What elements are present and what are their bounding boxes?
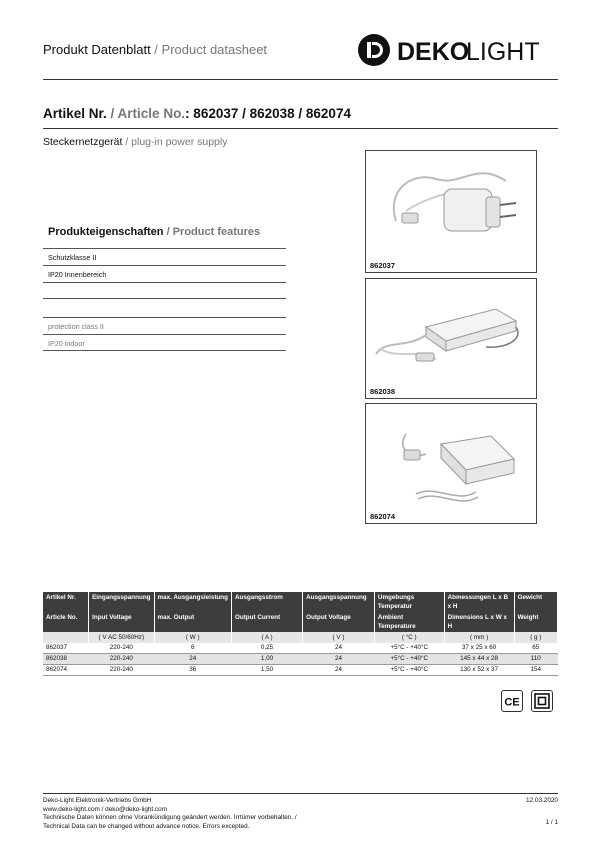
table-header-cell: Output Voltage [303,612,375,632]
table-cell: 1,00 [231,654,302,665]
product-image-862037 [365,150,537,273]
table-header-cell: Umgebungs Temperatur [374,592,444,612]
table-header-cell: Eingangsspannung [89,592,154,612]
table-header-cell: Abmessungen L x B x H [444,592,514,612]
unit-cell: ( mm ) [444,632,514,643]
table-header-cell: Ausgangsspannung [303,592,375,612]
table-header-cell: Dimensions L x W x H [444,612,514,632]
image-caption: 862037 [370,261,396,270]
table-header-cell: Ausgangsstrom [231,592,302,612]
table-cell: +5°C - +40°C [374,654,444,665]
table-header-cell: Output Current [231,612,302,632]
table-row [43,643,558,654]
unit-cell: ( g ) [514,632,557,643]
table-row [43,654,558,665]
logo-text-light: LIGHT [466,38,540,66]
table-cell: 1,50 [231,665,302,676]
footer-note-en: Technical Data can be changed without advance notice. Errors excepted. [43,822,250,830]
features-list-de [43,248,286,299]
unit-cell: ( °C ) [374,632,444,643]
footer-note-de: Technische Daten können ohne Vorankündigung geändert werden. Irrtümer vorbehalten. / [43,814,297,822]
table-cell: +5°C - +40°C [374,643,444,654]
deko-light-logo [357,33,562,67]
table-cell: 130 x 52 x 37 [444,665,514,676]
table-cell: 0,25 [231,643,302,654]
product-subtitle: Steckernetzgerät / plug-in power supply [43,136,228,148]
specification-table [43,592,558,676]
table-header-cell: Input Voltage [89,612,154,632]
product-image-862074 [365,403,537,524]
table-cell: 220-240 [89,665,154,676]
table-header-cell: Weight [514,612,557,632]
table-header-cell: Gewicht [514,592,557,612]
unit-cell: ( V AC 50/60Hz) [89,632,154,643]
table-header-cell: Artikel Nr. [43,592,89,612]
logo-text-bold: DEKO [397,38,470,66]
table-cell: 36 [154,665,231,676]
table-cell: 24 [303,654,375,665]
unit-cell: ( V ) [303,632,375,643]
table-cell: +5°C - +40°C [374,665,444,676]
table-cell: 154 [514,665,557,676]
table-cell: 220-240 [89,654,154,665]
unit-cell: ( A ) [231,632,302,643]
footer-divider [43,793,558,794]
power-supply-photo [366,279,538,400]
table-header-cell: Ambient Temperature [374,612,444,632]
unit-cell: ( W ) [154,632,231,643]
table-cell: 65 [514,643,557,654]
ce-mark-icon [501,690,523,712]
feature-row [43,282,286,299]
table-cell: 862037 [43,643,89,654]
plug-in-adapter-photo [366,151,538,274]
document-title: Produkt Datenblatt / Product datasheet [43,42,268,57]
table-cell: 24 [303,643,375,654]
table-cell: 37 x 25 x 60 [444,643,514,654]
table-header-de [43,592,558,612]
feature-row: protection class II [43,317,286,334]
footer-company: Deko-Light Elektronik-Vertriebs GmbH [43,797,152,804]
features-list-en [43,317,286,351]
article-number-heading: Artikel Nr. / Article No.: 862037 / 862038 / 862074 [43,106,351,121]
table-cell: 862074 [43,665,89,676]
table-cell: 862038 [43,654,89,665]
image-caption: 862074 [370,512,396,521]
table-units-row [43,632,558,643]
footer-contact: www.deko-light.com / deko@deko-light.com [43,805,168,813]
article-divider [43,128,558,129]
table-header-cell: max. Ausgangsleistung [154,592,231,612]
table-cell: 110 [514,654,557,665]
header-divider [43,79,558,80]
footer-date: 12.03.2020 [526,797,558,804]
table-header-cell: max. Output [154,612,231,632]
page-number: 1 / 1 [545,819,558,826]
power-supply-photo [366,404,538,525]
product-image-862038 [365,278,537,399]
table-cell: 220-240 [89,643,154,654]
feature-row: Schutzklasse II [43,248,286,265]
table-cell: 6 [154,643,231,654]
feature-row: IP20 indoor [43,334,286,351]
table-cell: 24 [154,654,231,665]
ce-mark-text: CE [504,696,520,709]
footer-text [43,797,297,831]
table-header-cell: Article No. [43,612,89,632]
table-cell: 24 [303,665,375,676]
image-caption: 862038 [370,387,396,396]
feature-row: IP20 Innenbereich [43,265,286,282]
features-title: Produkteigenschaften / Product features [48,226,261,238]
unit-cell [43,632,89,643]
class-ii-icon [531,690,553,712]
table-row [43,665,558,676]
table-cell: 145 x 44 x 28 [444,654,514,665]
table-header-en [43,612,558,632]
